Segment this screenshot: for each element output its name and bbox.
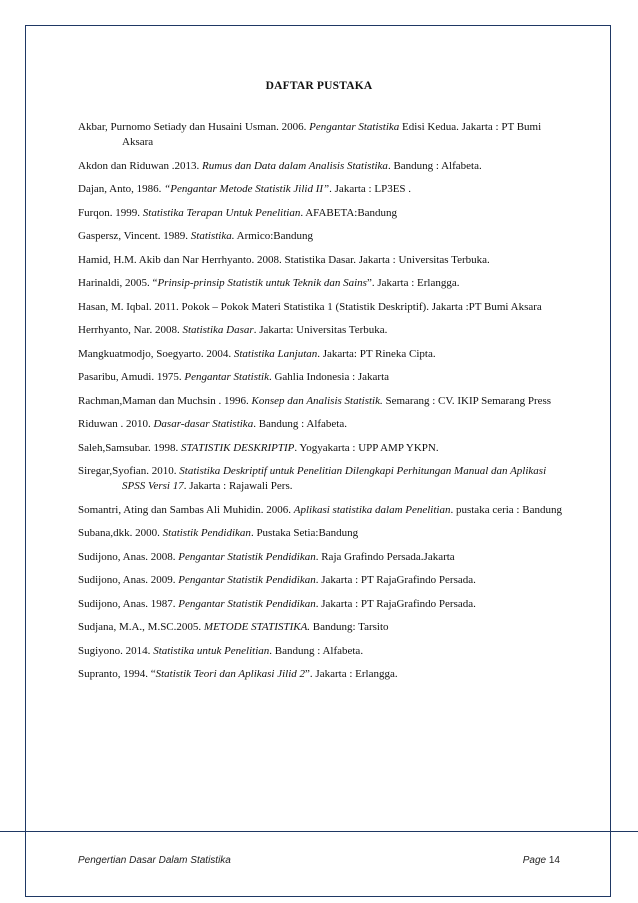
reference-item [78,276,568,291]
reference-item [78,182,568,197]
reference-author-year: Furqon. 1999. [78,206,143,219]
reference-publisher: . Jakarta: Universitas Terbuka. [253,324,388,336]
reference-publisher: . Jakarta: PT Rineka Cipta. [317,347,436,360]
reference-author-year: Rachman,Maman dan Muchsin . 1996. [78,394,252,407]
reference-author-year: Sudijono, Anas. 2008. [78,550,179,563]
reference-publisher: . Gahlia Indonesia : Jakarta [268,371,390,383]
reference-item [78,120,568,150]
reference-author-year: Sugiyono. 2014. [78,644,154,657]
footer-page-number [523,855,560,866]
reference-author-year: Supranto, 1994. “ [78,668,156,680]
footer-divider [0,831,638,832]
reference-item [78,159,568,174]
reference-publisher: . Bandung : Alfabeta. [253,418,347,430]
reference-title: Statistika Dasar [182,324,254,336]
reference-publisher: . Bandung : Alfabeta. [269,644,364,657]
reference-title: Dasar-dasar Statistika [153,418,254,430]
reference-publisher: . Bandung : Alfabeta. [387,159,482,172]
reference-publisher: Bandung: Tarsito [310,621,389,633]
reference-title: Pengantar Statistik Pendidikan [178,597,316,610]
reference-author-year: Somantri, Ating dan Sambas Ali Muhidin. 2006. [78,503,294,516]
reference-item [78,503,568,518]
reference-publisher: . Jakarta : PT RajaGrafindo Persada. [315,597,476,610]
reference-title: Pengantar Statistik Pendidikan [178,550,316,563]
reference-item [78,573,568,588]
reference-publisher: ”. Jakarta : Erlangga. [305,668,398,680]
reference-item [78,464,568,494]
footer-document-title: Pengertian Dasar Dalam Statistika [78,855,231,866]
reference-author-year: Sudijono, Anas. 1987. [78,597,179,610]
reference-item [78,620,568,635]
reference-author-year: Akbar, Purnomo Setiady dan Husaini Usman. 2006. [78,121,310,133]
reference-author-year: Akdon dan Riduwan .2013. [78,159,203,172]
reference-publisher: . Jakarta : PT RajaGrafindo Persada. [315,574,476,586]
page-title: DAFTAR PUSTAKA [265,80,373,92]
reference-publisher: . Jakarta : Rajawali Pers. [183,480,293,492]
reference-title: Statistika Terapan Untuk Penelitian [142,206,301,219]
reference-item [78,644,568,659]
reference-author-year: Subana,dkk. 2000. [78,527,163,539]
reference-publisher: . Yogyakarta : UPP AMP YKPN. [294,441,439,454]
reference-title: STATISTIK DESKRIPTIP [180,441,295,454]
reference-item [78,597,568,612]
reference-title: Pengantar Statistika [309,121,400,133]
reference-title: Statistika. [190,230,235,242]
footer-page-value: 14 [548,855,560,866]
reference-title: “Pengantar Metode Statistik Jilid II” [164,183,330,195]
reference-item [78,300,568,315]
reference-publisher: Semarang : CV. IKIP Semarang Press [382,394,552,407]
reference-item [78,206,568,221]
reference-author-year: Hasan, M. Iqbal. 2011. Pokok – Pokok Materi Statistika 1 (Statistik Deskriptif). Jakarta :PT Bumi Aksara [78,300,542,313]
reference-author-year: Gaspersz, Vincent. 1989. [78,230,191,242]
reference-publisher: Edisi Kedua. Jakarta : PT Bumi Aksara [122,121,542,148]
reference-author-year: Saleh,Samsubar. 1998. [78,441,181,454]
reference-publisher: ”. Jakarta : Erlangga. [366,277,460,289]
reference-publisher: . AFABETA:Bandung [300,206,398,219]
reference-title: Statistika Lanjutan [233,347,318,360]
reference-publisher: Armico:Bandung [234,230,314,242]
reference-item [78,394,568,409]
reference-item [78,229,568,244]
reference-author-year: Pasaribu, Amudi. 1975. [78,371,185,383]
reference-publisher: . Jakarta : LP3ES . [329,183,412,195]
reference-title: METODE STATISTIKA. [203,621,311,633]
reference-author-year: Hamid, H.M. Akib dan Nar Herrhyanto. 2008. Statistika Dasar. Jakarta : Universitas Terbuka. [78,253,490,266]
reference-title: Pengantar Statistik Pendidikan [178,574,316,586]
reference-item [78,441,568,456]
reference-item [78,526,568,541]
reference-author-year: Siregar,Syofian. 2010. [78,465,180,477]
reference-author-year: Sudijono, Anas. 2009. [78,574,179,586]
reference-author-year: Herrhyanto, Nar. 2008. [78,324,183,336]
reference-title: Pengantar Statistik [184,371,269,383]
reference-author-year: Harinaldi, 2005. “ [78,277,158,289]
reference-item [78,417,568,432]
reference-list [78,120,568,691]
reference-item [78,347,568,362]
reference-author-year: Mangkuatmodjo, Soegyarto. 2004. [78,347,234,360]
reference-title: Konsep dan Analisis Statistik. [251,394,383,407]
reference-title: Aplikasi statistika dalam Penelitian [293,503,451,516]
reference-item [78,667,568,682]
footer-page-label: Page [522,855,547,866]
reference-publisher: . Raja Grafindo Persada.Jakarta [315,550,455,563]
reference-title: Rumus dan Data dalam Analisis Statistika [202,159,388,172]
reference-item [78,370,568,385]
reference-title: Statistika Deskriptif untuk Penelitian Dilengkapi Perhitungan Manual dan Aplikasi SPSS Versi 17 [122,465,547,492]
reference-title: Statistik Pendidikan [162,527,251,539]
reference-title: Statistika untuk Penelitian [153,644,270,657]
reference-publisher: . Pustaka Setia:Bandung [250,527,359,539]
reference-item [78,323,568,338]
reference-title: Statistik Teori dan Aplikasi Jilid 2 [155,668,306,680]
reference-item [78,550,568,565]
reference-author-year: Sudjana, M.A., M.SC.2005. [78,621,204,633]
reference-publisher: . pustaka ceria : Bandung [450,503,562,516]
reference-item [78,253,568,268]
reference-author-year: Dajan, Anto, 1986. [78,183,165,195]
reference-author-year: Riduwan . 2010. [78,418,154,430]
reference-title: Prinsip-prinsip Statistik untuk Teknik dan Sains [157,277,367,289]
